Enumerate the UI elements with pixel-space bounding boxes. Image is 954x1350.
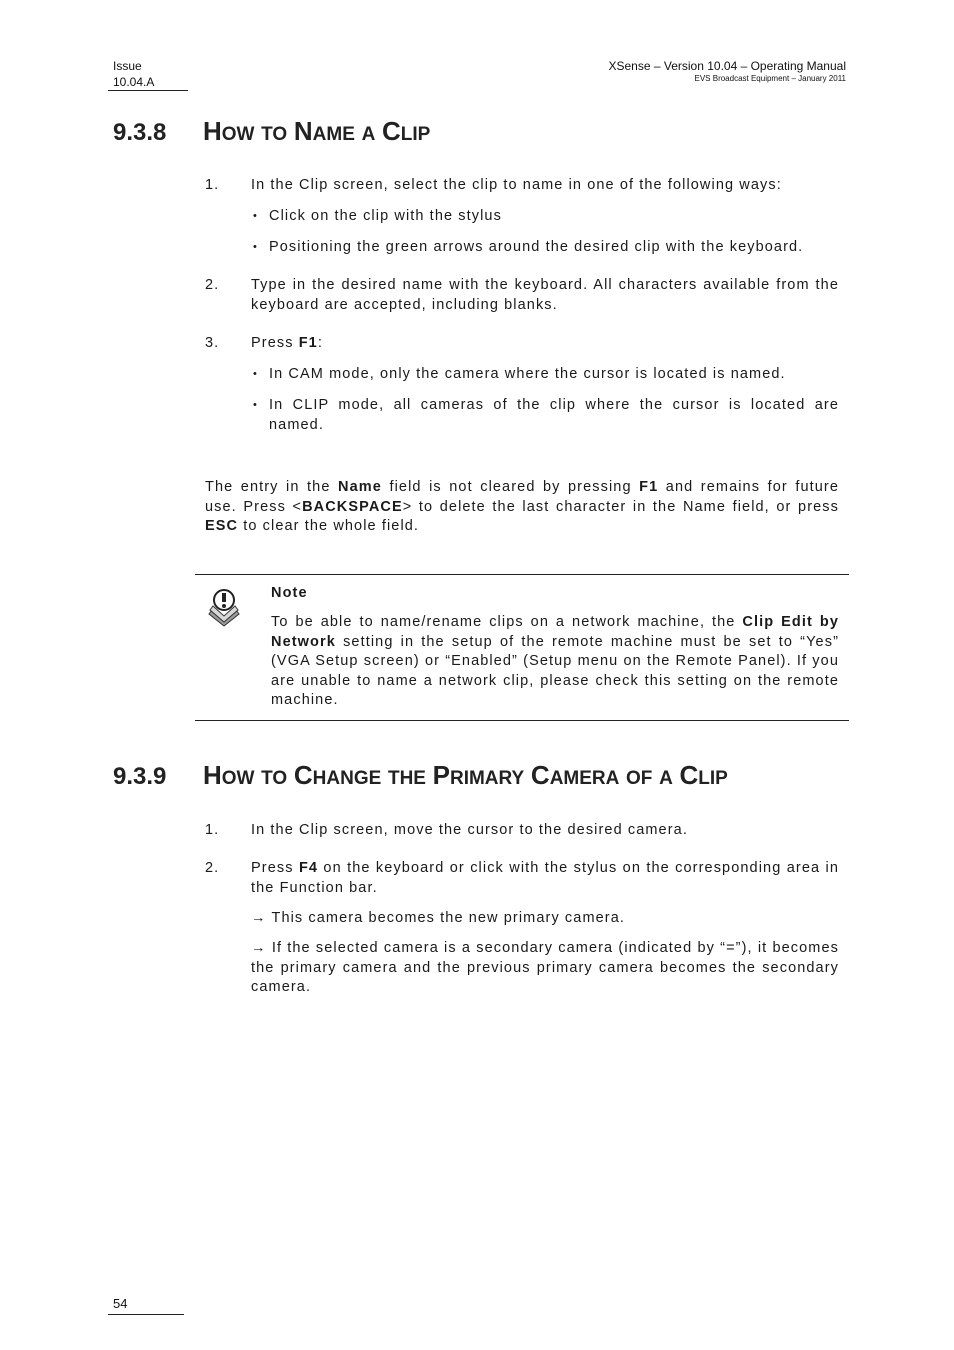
doc-subtitle: EVS Broadcast Equipment – January 2011 <box>694 74 846 83</box>
bullet-item: • Positioning the green arrows around the desired clip with the keyboard. <box>253 238 839 258</box>
bullet-item: • In CLIP mode, all cameras of the clip where the cursor is located are named. <box>253 397 839 433</box>
bullet-icon: • <box>253 210 258 222</box>
page-number: 54 <box>113 1296 128 1311</box>
info-paragraph: The entry in the Name field is not cleared by pressing F1 and remains for future use. Press <BACKSPACE> to delete the last character in the Name field, or press ESC to clear the whole field. <box>205 479 840 534</box>
step-text: Press F1: <box>251 335 323 351</box>
bullet-icon: • <box>253 241 258 253</box>
note-text: To be able to name/rename clips on a network machine, the Clip Edit by Network setting in the setup of the remote machine must be set to “Yes” (VGA Setup screen) or “Enabled” (Setup menu on the Remote Panel). If you are unable to name a network clip, please check this setting on the remote machine. <box>271 614 839 708</box>
step-number: 2. <box>205 277 220 293</box>
section-number: 9.3.9 <box>113 763 167 790</box>
step-number: 3. <box>205 335 220 351</box>
note-top-rule <box>195 574 849 575</box>
bullet-item: • In CAM mode, only the camera where the cursor is located is named. <box>253 365 839 385</box>
issue-value: 10.04.A <box>113 75 155 89</box>
footer-rule <box>108 1314 184 1315</box>
section-heading-9-3-8: 9.3.8 HOW TO NAME A CLIP <box>113 116 431 146</box>
step-number: 1. <box>205 822 220 838</box>
step-text: In the Clip screen, move the cursor to the desired camera. <box>251 822 688 838</box>
arrow-right-icon: → <box>251 910 267 926</box>
doc-title: XSense – Version 10.04 – Operating Manual <box>608 59 846 73</box>
header-doc-title <box>609 58 847 84</box>
header-issue <box>113 58 154 90</box>
section-number: 9.3.8 <box>113 119 167 146</box>
bullet-item: • Click on the clip with the stylus <box>253 207 839 227</box>
header-left-rule <box>108 90 188 91</box>
step-text: Press F4 on the keyboard or click with the stylus on the corresponding area in the Function bar. <box>251 860 839 896</box>
section-heading-9-3-9: 9.3.9 HOW TO CHANGE THE PRIMARY CAMERA OF A CLIP <box>113 760 728 790</box>
bullet-icon: • <box>253 368 258 380</box>
step-number: 1. <box>205 177 220 193</box>
step-number: 2. <box>205 860 220 876</box>
note-title: Note <box>271 585 308 601</box>
note-bottom-rule <box>195 720 849 721</box>
note-warning-icon <box>205 586 243 632</box>
step-text: In the Clip screen, select the clip to name in one of the following ways: <box>251 177 782 193</box>
bullet-icon: • <box>253 399 258 411</box>
result-line: → If the selected camera is a secondary camera (indicated by “=”), it becomes the primary camera and the previous primary camera becomes the secondary camera. <box>251 940 839 995</box>
step-text: Type in the desired name with the keyboard. All characters available from the keyboard are accepted, including blanks. <box>251 277 839 313</box>
arrow-right-icon: → <box>251 940 267 956</box>
issue-label: Issue <box>113 59 142 73</box>
result-line: → This camera becomes the new primary camera. <box>251 910 626 926</box>
